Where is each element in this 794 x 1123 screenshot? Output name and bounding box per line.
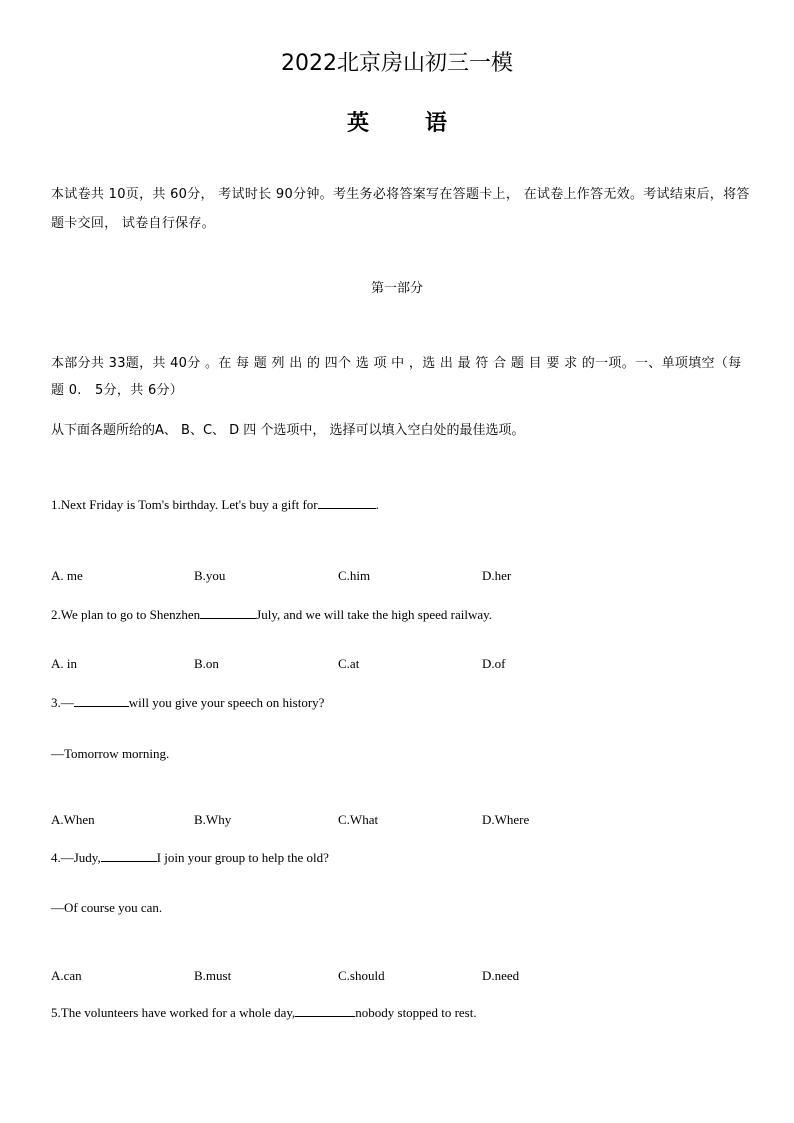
question-4-text: 4.—Judy,: [51, 850, 101, 865]
answer-blank: [295, 1004, 355, 1017]
option-c: C.him: [338, 568, 371, 583]
option-a: A.When: [51, 812, 95, 827]
option-d: D.Where: [482, 812, 530, 827]
question-2: [51, 606, 492, 624]
question-3-text: 3.—: [51, 695, 74, 710]
question-4: [51, 849, 329, 867]
question-4-options: [0, 967, 794, 985]
question-5-end: nobody stopped to rest.: [355, 1005, 477, 1020]
question-1-options: [0, 567, 794, 585]
option-d: D.her: [482, 568, 512, 583]
subject-char-1: 英: [346, 111, 369, 136]
question-4-reply: —Of course you can.: [51, 900, 163, 915]
question-3: [51, 694, 324, 712]
option-a: A. me: [51, 568, 83, 583]
option-a: A. in: [51, 656, 77, 671]
option-d: D.need: [482, 968, 520, 983]
subject-char-2: 语: [425, 111, 448, 136]
direction-text: 从下面各题所给的A、 B、C、 D 四 个选项中， 选择可以填入空白处的最佳选项。: [51, 423, 525, 438]
subject-title: [0, 110, 794, 138]
option-a: A.can: [51, 968, 82, 983]
answer-blank: [101, 849, 157, 862]
page-title: 2022北京房山初三一模: [281, 51, 513, 76]
question-3-options: [0, 811, 794, 829]
option-c: C.What: [338, 812, 379, 827]
question-2-end: July, and we will take the high speed railway.: [256, 607, 493, 622]
exam-instructions: 本试卷共 10页，共 60分， 考试时长 90分钟。考生务必将答案写在答题卡上， 在试卷上作答无效。考试结束后，将答题卡交回， 试卷自行保存。: [51, 187, 750, 231]
question-1-end: .: [375, 497, 379, 512]
question-1-text: 1.Next Friday is Tom's birthday. Let's buy a gift for: [51, 497, 318, 512]
option-b: B.must: [194, 968, 232, 983]
option-c: C.at: [338, 656, 360, 671]
question-2-text: 2.We plan to go to Shenzhen: [51, 607, 201, 622]
question-1: [51, 496, 379, 514]
option-d: D.of: [482, 656, 506, 671]
answer-blank: [200, 606, 256, 619]
question-5-text: 5.The volunteers have worked for a whole day,: [51, 1005, 296, 1020]
answer-blank: [74, 694, 129, 707]
option-b: B.Why: [194, 812, 232, 827]
question-5: [51, 1004, 477, 1022]
question-3-reply: —Tomorrow morning.: [51, 746, 170, 761]
part-intro: 本部分共 33题，共 40分 。在 每 题 列 出 的 四个 选 项 中 ，选 出 最 符 合 题 目 要 求 的一项。一、单项填空（每题 0. 5分，共 6分）: [51, 356, 742, 398]
option-b: B.on: [194, 656, 219, 671]
option-c: C.should: [338, 968, 385, 983]
question-3-end: will you give your speech on history?: [128, 695, 325, 710]
question-4-end: I join your group to help the old?: [156, 850, 329, 865]
option-b: B.you: [194, 568, 226, 583]
answer-blank: [318, 496, 376, 509]
section-title: 第一部分: [370, 281, 423, 296]
question-2-options: [0, 655, 794, 673]
